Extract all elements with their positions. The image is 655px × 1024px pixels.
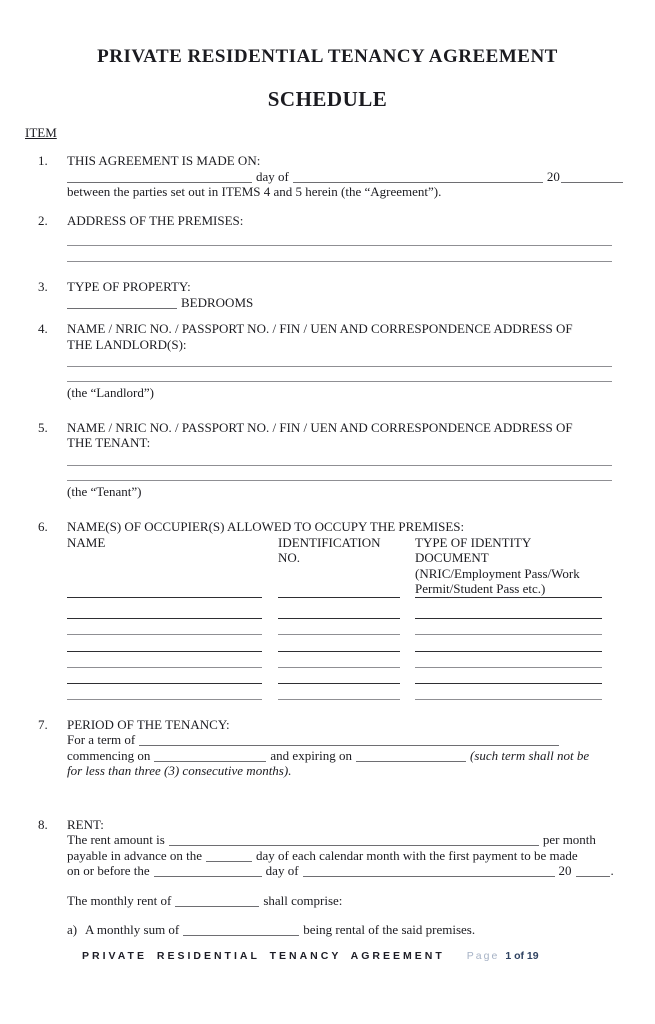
item-number: 3. [38,279,48,294]
label-payable-suffix: day of each calendar month with the first payment to be made [256,847,578,863]
item-8-rent [0,817,655,938]
document-title: PRIVATE RESIDENTIAL TENANCY AGREEMENT [97,46,558,67]
label-payable-prefix: payable in advance on the [67,847,202,863]
blank-doc-cell [415,652,602,668]
blank-id-cell [278,598,400,619]
term-note-line1: (such term shall not be [470,747,590,763]
blank-tenant-line-2 [67,480,612,481]
blank-month-field [293,173,543,183]
item-heading: TYPE OF PROPERTY: [67,279,191,294]
label-period: . [610,863,614,878]
item-heading: NAME(S) OF OCCUPIER(S) ALLOWED TO OCCUPY THE PREMISES: [67,519,465,534]
item-heading-line1: NAME / NRIC NO. / PASSPORT NO. / FIN / UEN AND CORRESPONDENCE ADDRESS OF [67,419,573,435]
label-term-prefix: For a term of [67,732,136,747]
blank-doc-cell [415,635,602,652]
item-7-tenancy-period [0,717,655,779]
occupier-row [67,668,612,684]
item-heading: RENT: [67,816,104,832]
item-number: 2. [38,212,48,228]
item-number: 4. [38,321,48,336]
page-footer [82,950,539,962]
payable-fill-line [67,848,612,864]
blank-name-cell [67,619,262,635]
blank-before-month-field [303,867,555,877]
column-header-text: IDENTIFICATION [278,534,381,550]
column-header-text: (NRIC/Employment Pass/Work [415,565,580,581]
blank-bedrooms-field [67,299,177,309]
column-header-text: DOCUMENT [415,550,489,565]
blank-address-line-2 [67,261,612,262]
occupier-table-header [67,535,612,598]
blank-doc-cell [415,684,602,700]
blank-expiring-field [356,752,466,762]
item-list [0,153,655,938]
blank-year-field [561,173,623,183]
blank-name-cell [67,652,262,668]
blank-id-cell [278,652,400,668]
column-header-text: TYPE OF IDENTITY [415,534,532,550]
blank-doc-cell [415,668,602,684]
item-number: 8. [38,816,48,832]
term-note-line2: for less than three (3) consecutive months). [67,763,292,778]
blank-landlord-line-2 [67,381,612,382]
label-monthly-sum-suffix: being rental of the said premises. [303,922,476,937]
item-column-label: ITEM [25,125,57,140]
blank-name-cell [67,684,262,700]
column-header-text: Permit/Student Pass etc.) [415,581,546,596]
column-header-name: NAME [67,535,262,598]
label-commencing: commencing on [67,747,151,763]
occupier-row [67,598,612,619]
item-6-occupiers [0,519,655,700]
blank-name-cell [67,598,262,619]
footer-page-indicator [467,950,539,962]
first-payment-fill-line [67,863,612,879]
column-header-identity-document [415,535,602,598]
label-before-year-prefix: 20 [558,863,572,878]
item-2-premises-address [0,213,655,263]
sub-item-letter: a) [67,922,78,937]
bedrooms-fill-line [67,295,612,311]
monthly-rent-fill-line [67,893,612,909]
item-number: 7. [38,716,48,732]
item-3-property-type [0,279,655,310]
label-before-day-of: day of [265,863,299,878]
label-year-prefix: 20 [546,168,560,184]
blank-landlord-line-1 [67,366,612,367]
item-heading-line2: THE TENANT: [67,435,151,450]
item-1-agreement-date [0,153,655,200]
blank-day-field [67,173,252,183]
blank-id-cell [278,619,400,635]
blank-id-cell [278,635,400,652]
footer-page-label: Page [466,950,500,962]
landlord-caption: (the “Landlord”) [67,385,154,400]
sub-item-a-fill-line [85,922,475,938]
item-4-landlord-details [0,321,655,401]
item-number: 6. [38,519,48,534]
dates-fill-line [67,748,612,764]
label-expiring: and expiring on [270,747,352,763]
footer-page-number: 1 of 19 [505,950,539,962]
parties-text: between the parties set out in ITEMS 4 and 5 herein (the “Agreement”). [67,184,442,199]
footer-document-name: PRIVATE RESIDENTIAL TENANCY AGREEMENT [82,950,445,962]
blank-address-line-1 [67,245,612,246]
item-heading: THIS AGREEMENT IS MADE ON: [67,153,261,168]
blank-doc-cell [415,598,602,619]
date-fill-line [67,169,612,185]
blank-doc-cell [415,619,602,635]
label-monthly-sum-prefix: A monthly sum of [85,922,180,937]
rent-amount-fill-line [67,832,612,848]
blank-monthly-sum-field [183,926,299,936]
occupier-row [67,684,612,700]
label-day-of: day of [256,168,289,184]
item-number: 1. [38,153,48,168]
blank-name-cell [67,668,262,684]
item-heading: PERIOD OF THE TENANCY: [67,716,230,732]
occupier-row [67,652,612,668]
blank-before-day-field [154,867,262,877]
item-number: 5. [38,419,48,435]
blank-payable-day-field [206,852,252,862]
label-before-prefix: on or before the [67,863,150,878]
blank-name-cell [67,635,262,652]
blank-id-cell [278,668,400,684]
label-monthly-prefix: The monthly rent of [67,892,172,908]
blank-tenant-line-1 [67,465,612,466]
blank-rent-amount-field [169,836,539,846]
document-subtitle: SCHEDULE [267,87,388,111]
blank-id-cell [278,684,400,700]
blank-monthly-rent-field [175,897,259,907]
label-rent-amount-prefix: The rent amount is [67,832,165,847]
occupier-row [67,619,612,635]
column-header-text: NO. [278,550,301,565]
label-per-month: per month [542,832,596,847]
tenant-caption: (the “Tenant”) [67,483,142,499]
blank-commencing-field [154,752,266,762]
term-fill-line [67,732,612,748]
item-5-tenant-details [0,420,655,500]
occupier-row [67,635,612,652]
blank-before-year-field [576,867,610,877]
sub-item-a [67,922,612,938]
label-bedrooms: BEDROOMS [181,294,254,310]
item-heading: ADDRESS OF THE PREMISES: [67,212,244,228]
blank-term-field [139,736,559,746]
label-monthly-suffix: shall comprise: [263,892,343,908]
item-heading-line2: THE LANDLORD(S): [67,336,187,352]
item-heading-line1: NAME / NRIC NO. / PASSPORT NO. / FIN / UEN AND CORRESPONDENCE ADDRESS OF [67,321,573,336]
column-header-identification-no [278,535,400,598]
